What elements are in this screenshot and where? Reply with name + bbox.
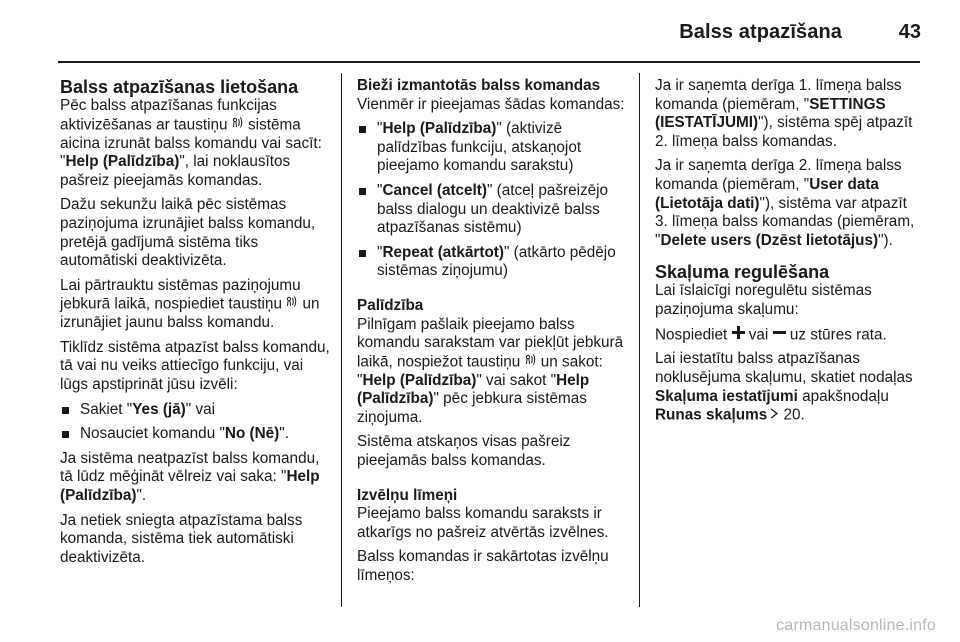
paragraph: Nospiediet vai uz stūres rata. (655, 325, 887, 343)
voice-command-icon (232, 116, 244, 135)
list-item: Sakiet "Yes (jā)" vai (60, 401, 330, 420)
section-heading: Balss atpazīšanas lietošana (60, 77, 299, 97)
minus-icon (773, 326, 786, 345)
voice-command-icon (286, 295, 298, 314)
column-1 (60, 77, 330, 573)
page-header (0, 0, 960, 52)
paragraph: Ja sistēma neatpazīst balss komandu, tā lūdz mēģināt vēlreiz vai saka: "Help (Palīdzība)". (60, 449, 320, 504)
list-item: "Cancel (atcelt)" (atceļ pašreizējo balss dialogu un deaktivizē balss atpazīšanas sistēmu) (357, 182, 627, 238)
list-item: "Repeat (atkārtot)" (atkārto pēdējo sistēmas ziņojumu) (357, 244, 627, 281)
subheading: Izvēlņu līmeņi (357, 486, 458, 504)
page-reference-icon (770, 406, 779, 425)
paragraph: Ja ir saņemta derīga 2. līmeņa balss komanda (piemēram, "User data (Lietotāja dati)"), sistēma var atpazīt 3. līmeņa balss komandas (piemēram, "Delete users (Dzēst lietotājus)"). (655, 157, 915, 249)
section-heading: Skaļuma regulēšana (655, 262, 830, 283)
page-number: 43 (898, 21, 921, 43)
paragraph: Lai iestatītu balss atpazīšanas noklusējuma skaļumu, skatiet nodaļas Skaļuma iestatījumi apakšnodaļu Runas skaļums 20. (655, 350, 913, 424)
paragraph: Ja ir saņemta derīga 1. līmeņa balss komanda (piemēram, "SETTINGS (IESTATĪJUMI)"), sistēma spēj atpazīt 2. līmeņa balss komandas. (655, 77, 913, 150)
paragraph: Ja netiek sniegta atpazīstama balss komanda, sistēma tiek automātiski deaktivizēta. (60, 511, 303, 566)
list-item: "Help (Palīdzība)" (aktivizē palīdzības funkciju, atskaņojot pieejamo komandu sarakstu) (357, 120, 627, 176)
paragraph: Balss komandas ir sakārtotas izvēlņu līmeņos: (357, 548, 609, 584)
voice-command-icon (525, 353, 537, 372)
column-3 (655, 77, 920, 431)
watermark: carmanualsonline.info (776, 617, 936, 634)
plus-icon (732, 326, 745, 345)
paragraph: Vienmēr ir pieejamas šādas komandas: (357, 95, 625, 113)
paragraph: Dažu sekunžu laikā pēc sistēmas paziņojuma izrunājiet balss komandu, pretējā gadījumā sistēma tiks automātiski deaktivizēta. (60, 196, 316, 270)
paragraph: Pilnīgam pašlaik pieejamo balss komandu sarakstam var piekļūt jebkurā laikā, nospiežot taustiņu un sakot: "Help (Palīdzība)" vai sakot "Help (Palīdzība)" pēc jebkura sistēmas ziņojuma. (357, 315, 624, 426)
subheading: Bieži izmantotās balss komandas (357, 77, 601, 94)
column-divider (639, 73, 640, 607)
paragraph: Sistēma atskaņos visas pašreiz pieejamās balss komandas. (357, 433, 571, 470)
column-divider (341, 73, 342, 607)
paragraph: Tiklīdz sistēma atpazīst balss komandu, tā vai nu veiks attiecīgo funkciju, vai lūgs apstiprināt jūsu izvēli: (60, 338, 330, 393)
header-rule (58, 61, 920, 63)
paragraph: Pēc balss atpazīšanas funkcijas aktivizēšanas ar taustiņu sistēma aicina izrunāt balss komandu vai sacīt: "Help (Palīdzība)", lai noklausītos pašreiz pieejamās komandas. (60, 97, 322, 189)
page-title: Balss atpazīšana (679, 21, 842, 43)
paragraph: Pieejamo balss komandu saraksts ir atkarīgs no pašreiz atvērtās izvēlnes. (357, 505, 609, 541)
column-2 (357, 77, 627, 592)
paragraph: Lai pārtrauktu sistēmas paziņojumu jebkurā laikā, nospiediet taustiņu un izrunājiet jaunu balss komandu. (60, 276, 320, 332)
list-item: Nosauciet komandu "No (Nē)". (60, 425, 330, 444)
paragraph: Lai īslaicīgi noregulētu sistēmas paziņojuma skaļumu: (655, 282, 872, 318)
subheading: Palīdzība (357, 296, 424, 314)
